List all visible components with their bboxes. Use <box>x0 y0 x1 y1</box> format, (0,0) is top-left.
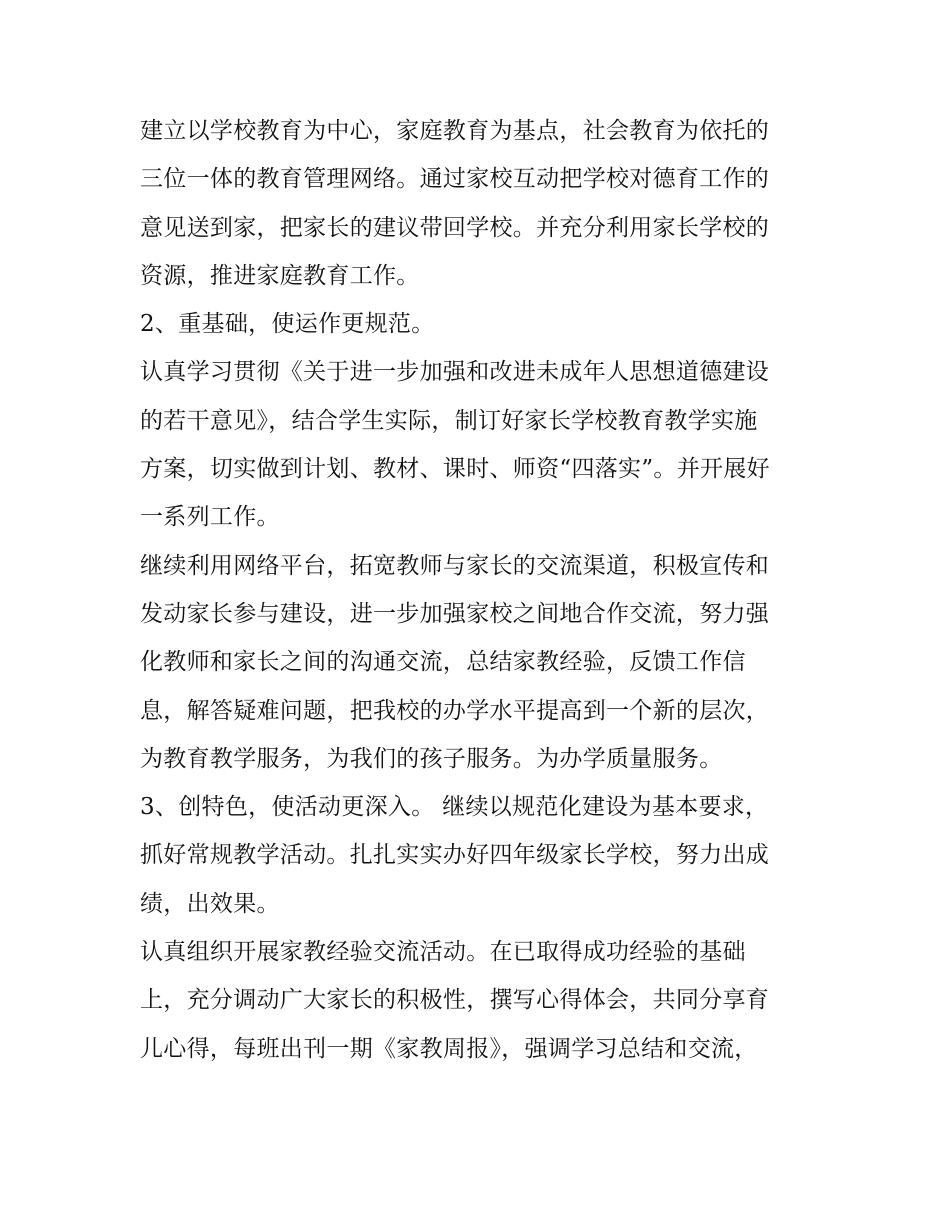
text-line: 抓好常规教学活动。扎扎实实办好四年级家长学校，努力出成 <box>140 842 770 869</box>
text-line: 儿心得，每班出刊一期《家教周报》，强调学习总结和交流， <box>140 1035 758 1062</box>
text-line: 化教师和家长之间的沟通交流，总结家教经验，反馈工作信 <box>140 649 746 676</box>
text-line: 建立以学校教育为中心，家庭教育为基点，社会教育为依托的 <box>140 118 770 144</box>
text-line: 一系列工作。 <box>140 504 280 531</box>
text-line: 认真学习贯彻《关于进一步加强和改进未成年人思想道德建设 <box>140 359 770 386</box>
text-line: 认真组织开展家教经验交流活动。在已取得成功经验的基础 <box>140 939 746 966</box>
text-line: 的若干意见》，结合学生实际，制订好家长学校教育教学实施 <box>140 407 758 434</box>
text-line: 方案，切实做到计划、教材、课时、师资“四落实”。并开展好 <box>140 456 770 483</box>
text-line: 发动家长参与建设，进一步加强家校之间地合作交流，努力强 <box>140 600 770 627</box>
body-text <box>140 107 830 1073</box>
text-line: 息，解答疑难问题，把我校的办学水平提高到一个新的层次， <box>140 697 770 724</box>
text-line: 三位一体的教育管理网络。通过家校互动把学校对德育工作的 <box>140 166 770 193</box>
text-line: 上，充分调动广大家长的积极性，撰写心得体会，共同分享育 <box>140 987 770 1014</box>
text-line: 绩，出效果。 <box>140 890 280 917</box>
text-line: 继续利用网络平台，拓宽教师与家长的交流渠道，积极宣传和 <box>140 552 770 579</box>
text-line: 为教育教学服务，为我们的孩子服务。为办学质量服务。 <box>140 745 723 772</box>
text-line: 资源，推进家庭教育工作。 <box>140 262 420 289</box>
section-heading: 2、重基础，使运作更规范。 <box>140 311 435 338</box>
text-line: 意见送到家，把家长的建议带回学校。并充分利用家长学校的 <box>140 214 770 241</box>
section-heading: 3、创特色，使活动更深入。 继续以规范化建设为基本要求， <box>140 794 769 821</box>
